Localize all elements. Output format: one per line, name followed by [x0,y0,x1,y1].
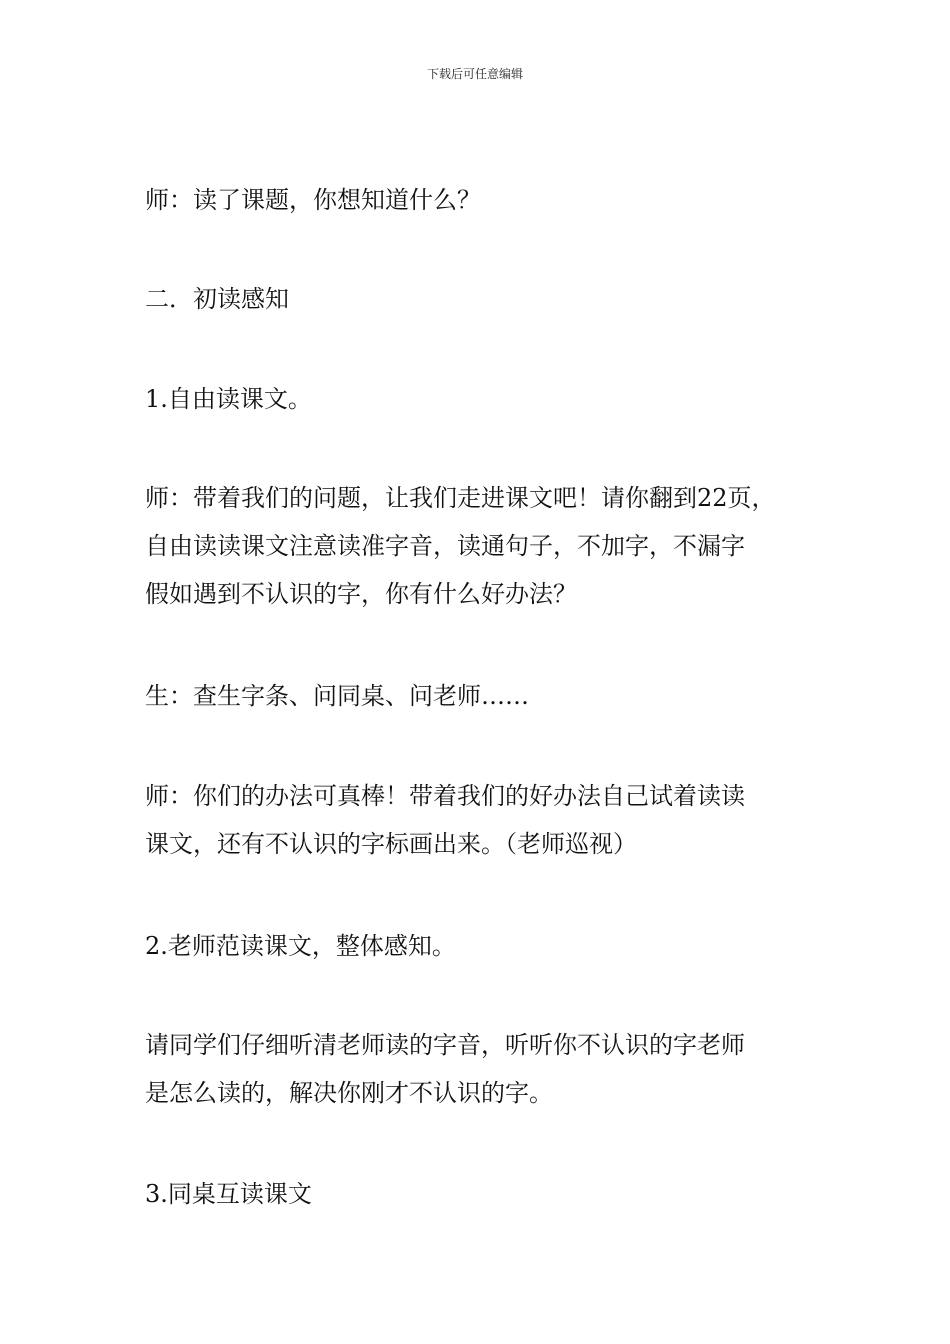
text-line: 课文，还有不认识的字标画出来。（老师巡视） [145,830,637,858]
paragraph-teacher-praise [145,772,845,868]
page-header: 下载后可任意编辑 [426,67,523,81]
step-2-heading [145,922,845,970]
text-line: 3.同桌互读课文 [145,1180,312,1208]
step-3-heading [145,1170,845,1218]
text-line: 假如遇到不认识的字，你有什么好办法？ [145,580,577,608]
text-line: 师：读了课题，你想知道什么？ [145,186,481,214]
text-line: 2.老师范读课文，整体感知。 [145,932,456,960]
paragraph-student-answer [145,672,845,720]
text-line: 师：带着我们的问题，让我们走进课文吧！请你翻到22页， [145,484,776,512]
text-line: 生：查生字条、问同桌、问老师…… [145,682,529,710]
paragraph-teacher-instruction [145,474,845,618]
step-1-heading [145,375,845,423]
text-line: 1.自由读课文。 [145,385,312,413]
section-heading-first-reading [145,275,845,323]
text-line: 是怎么读的，解决你刚才不认识的字。 [145,1079,553,1107]
paragraph-listening-instruction [145,1021,845,1117]
paragraph-teacher-question [145,176,845,224]
text-line: 二．初读感知 [145,285,289,313]
text-line: 请同学们仔细听清老师读的字音，听听你不认识的字老师 [145,1031,745,1059]
text-line: 自由读读课文注意读准字音，读通句子，不加字，不漏字 [145,532,745,560]
text-line: 师：你们的办法可真棒！带着我们的好办法自己试着读读 [145,782,745,810]
